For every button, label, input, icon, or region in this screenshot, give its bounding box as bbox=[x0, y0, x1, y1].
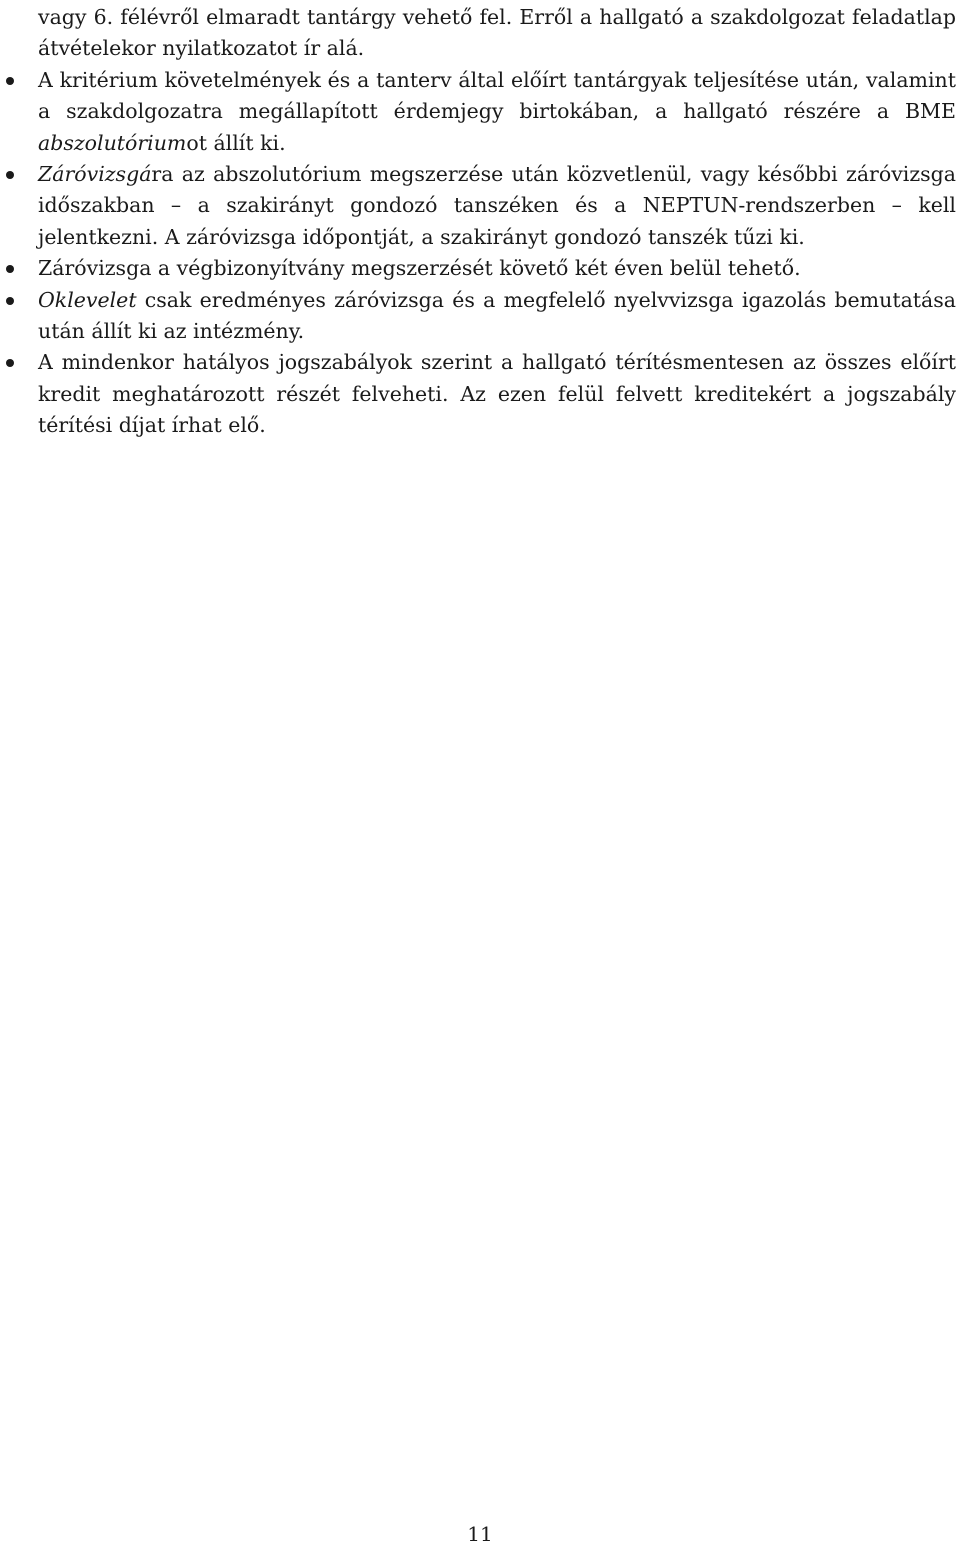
bullet-icon bbox=[6, 265, 14, 273]
bullet-icon bbox=[6, 359, 14, 367]
list-item-text-tail: csak eredményes záróvizsga és a megfelelő nyelvvizsga igazolás bemutatása után állít ki az intézmény. bbox=[38, 287, 956, 344]
page-number: 11 bbox=[467, 1522, 493, 1546]
list-item bbox=[38, 65, 956, 159]
list-item-emphasis: abszolutórium bbox=[38, 130, 187, 155]
list-item bbox=[38, 159, 956, 253]
continued-paragraph: vagy 6. félévről elmaradt tantárgy vehető fel. Erről a hallgató a szakdolgozat feladatlap átvételekor nyilatkozatot ír alá. bbox=[38, 5, 956, 61]
bullet-icon bbox=[6, 297, 14, 305]
list-item-emphasis: Záróvizsgá bbox=[38, 162, 152, 187]
list-item bbox=[38, 285, 956, 348]
list-item bbox=[38, 347, 956, 441]
list-item bbox=[38, 253, 956, 284]
list-item-text: A kritérium követelmények és a tanterv által előírt tantárgyak teljesítése után, valamint a szakdolgozatra megállapított érdemjegy birtokában, a hallgató részére a BME bbox=[38, 67, 956, 124]
list-item-text-tail: ot állít ki. bbox=[186, 130, 286, 155]
page-body bbox=[38, 2, 956, 442]
list-item-text-tail: ra az abszolutórium megszerzése után közvetlenül, vagy későbbi záróvizsga időszakban – a szakirányt gondozó tanszéken és a NEPTUN-rendszerben – kell jelentkezni. A záróvizsga időpontját, a szakirányt gondozó tanszék tűzi ki. bbox=[38, 162, 956, 249]
bullet-icon bbox=[6, 77, 14, 85]
bullet-icon bbox=[6, 171, 14, 179]
list-item-emphasis: Oklevelet bbox=[38, 287, 137, 312]
list-item-text: A mindenkor hatályos jogszabályok szerint a hallgató térítésmentesen az összes előírt kredit meghatározott részét felveheti. Az ezen felül felvett kreditekért a jogszabály térítési díjat írhat elő. bbox=[38, 350, 956, 438]
bullet-list bbox=[38, 65, 956, 442]
list-item-text: Záróvizsga a végbizonyítvány megszerzését követő két éven belül tehető. bbox=[38, 256, 801, 281]
